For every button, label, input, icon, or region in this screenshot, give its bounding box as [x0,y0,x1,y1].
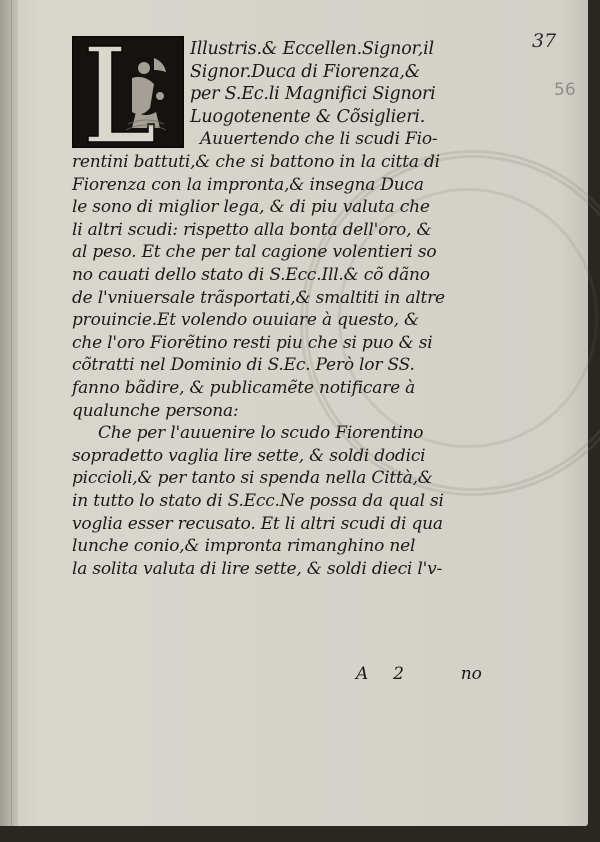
woodcut-initial-icon [74,38,182,146]
text-line: fanno bãdire, & publicamẽte notificare à [72,378,416,398]
text-line: piccioli,& per tanto si spenda nella Città,& [72,468,433,489]
text-line: prouincie.Et volendo ouuiare à questo, & [72,310,419,331]
text-line: no cauati dello stato di S.Ecc.Ill.& cõ dãno [72,265,430,285]
text-line: che l'oro Fiorẽtino resti piu che si puo & si [72,332,433,353]
text-line: cõtratti nel Dominio di S.Ec. Però lor SS. [72,355,415,376]
signature-line [356,664,482,684]
text-line: li altri scudi: rispetto alla bonta dell'oro, & [72,219,432,240]
text-line: la solita valuta di lire sette, & soldi dieci l'v- [72,558,443,579]
folio-number-pencil: 56 [554,80,576,100]
signature-number: 2 [393,664,404,684]
folio-number-ink: 37 [532,30,557,52]
text-line: sopradetto vaglia lire sette, & soldi dodici [72,445,426,466]
text-line: voglia esser recusato. Et li altri scudi di qua [72,513,443,534]
text-line: Luogotenente & Cõsiglieri. [190,106,426,127]
text-line: lunche conio,& impronta rimanghino nel [72,536,416,557]
text-line: al peso. Et che per tal cagione volentieri so [72,242,437,263]
text-line: qualunche persona: [72,400,239,421]
binding-gutter [0,0,18,826]
signature-mark: A [356,664,369,684]
text-line: in tutto lo stato di S.Ecc.Ne possa da qual si [72,491,444,511]
text-line: Illustris.& Eccellen.Signor,il [190,39,434,59]
text-line: Auuertendo che li scudi Fio- [200,129,438,150]
text-line: Signor.Duca di Fiorenza,& [190,61,421,82]
text-line: le sono di miglior lega, & di piu valuta che [72,197,430,218]
text-line: Che per l'auuenire lo scudo Fiorentino [98,423,424,444]
text-line: Fiorenza con la impronta,& insegna Duca [72,174,424,195]
decorated-initial-letter [72,36,184,148]
text-line: rentini battuti,& che si battono in la citta di [72,152,440,172]
text-line: de l'vniuersale trãsportati,& smaltiti in altre [72,287,445,308]
catchword: no [460,664,482,684]
text-line: per S.Ec.li Magnifici Signori [190,84,436,105]
